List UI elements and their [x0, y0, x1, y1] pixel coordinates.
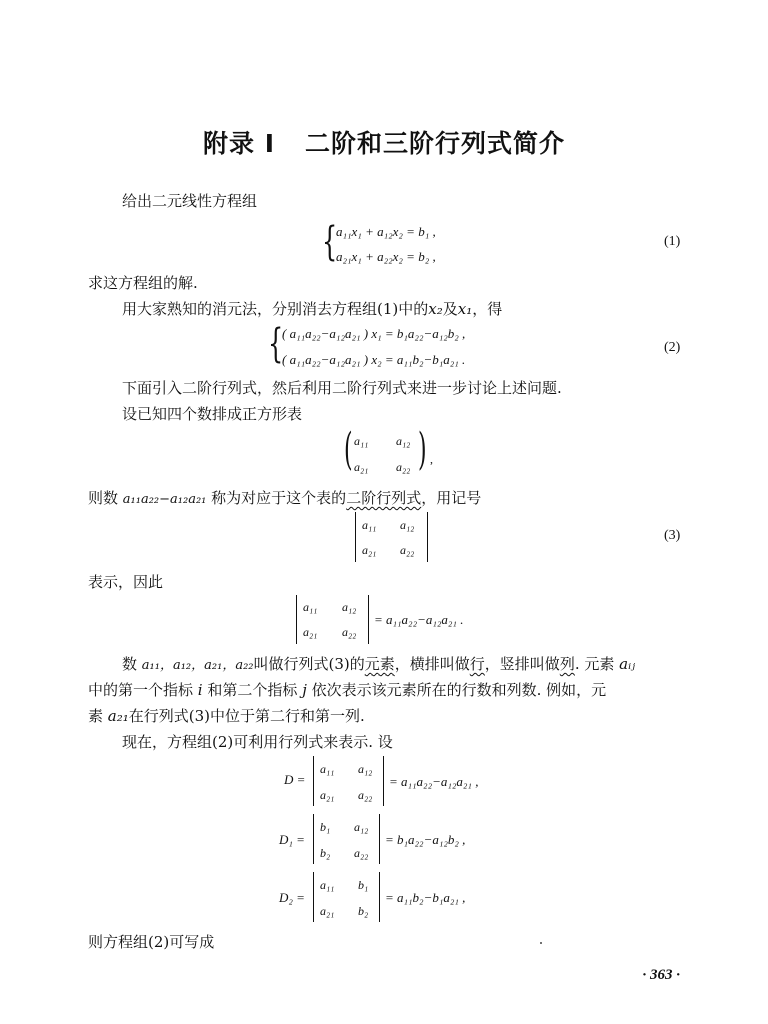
- paragraph-square-table: 设已知四个数排成正方形表: [122, 405, 303, 423]
- detD2-b1: b₁: [358, 878, 369, 892]
- det3-right-bar: [427, 512, 428, 562]
- detD2-a21: a₂₁: [320, 904, 335, 918]
- equation-number-2: (2): [664, 340, 681, 355]
- scan-speck: [540, 942, 542, 944]
- paragraph-notation: 表示，因此: [88, 573, 164, 591]
- system2-eq1: ( a₁₁a₂₂−a₁₂a₂₁ ) x₁ = b₁a₂₂−a₁₂b₂ ,: [282, 326, 466, 341]
- title-appendix-label: 附录 I: [202, 129, 275, 158]
- paragraph-elimination: 用大家熟知的消元法，分别消去方程组(1)中的x₂及x₁，得: [122, 300, 503, 318]
- detD-right-bar: [383, 756, 384, 806]
- det4-a11: a₁₁: [303, 600, 318, 614]
- matrix-right-paren: ): [418, 424, 427, 475]
- detD1-left-bar: [313, 814, 314, 864]
- paragraph-solve: 求这方程组的解.: [88, 274, 198, 292]
- detD-expansion: = a₁₁a₂₂−a₁₂a₂₁ ,: [389, 774, 479, 789]
- detD1-a12: a₁₂: [354, 820, 369, 834]
- paragraph-now: 现在，方程组(2)可利用行列式来表示. 设: [122, 733, 393, 751]
- detD-left-bar: [313, 756, 314, 806]
- system1-eq1: a₁₁x₁ + a₁₂x₂ = b₁ ,: [336, 224, 436, 239]
- paragraph-elements: 数 a₁₁，a₁₂，a₂₁，a₂₂叫做行列式(3)的元素，横排叫做行，竖排叫做列. 元素 aᵢⱼ: [122, 655, 636, 673]
- label-D1: D₁ =: [279, 832, 305, 847]
- term-second-order-determinant: 二阶行列式: [346, 489, 422, 507]
- det4-left-bar: [296, 595, 297, 644]
- paragraph-intro: 给出二元线性方程组: [122, 192, 258, 210]
- det4-a22: a₂₂: [342, 625, 357, 639]
- matrix-a22: a₂₂: [396, 460, 411, 474]
- matrix-a12: a₁₂: [396, 434, 411, 448]
- title-topic: 二阶和三阶行列式简介: [305, 129, 566, 158]
- detD2-b2: b₂: [358, 904, 369, 918]
- paragraph-example: 素 a₂₁在行列式(3)中位于第二行和第一列.: [88, 707, 365, 725]
- detD2-right-bar: [379, 872, 380, 922]
- detD-a11: a₁₁: [320, 762, 335, 776]
- system2-eq2: ( a₁₁a₂₂−a₁₂a₂₁ ) x₂ = a₁₁b₂−b₁a₂₁ .: [282, 352, 466, 367]
- detD1-expansion: = b₁a₂₂−a₁₂b₂ ,: [385, 832, 466, 847]
- paragraph-rewrite: 则方程组(2)可写成: [88, 933, 215, 951]
- paragraph-introduce-determinant: 下面引入二阶行列式，然后利用二阶行列式来进一步讨论上述问题.: [122, 379, 562, 397]
- label-D: D =: [284, 772, 306, 787]
- equation-number-3: (3): [664, 528, 681, 543]
- system2-brace: {: [268, 321, 284, 367]
- detD-a22: a₂₂: [358, 788, 373, 802]
- term-column: 列: [559, 655, 575, 673]
- det3-left-bar: [355, 512, 356, 562]
- system1-brace: {: [322, 219, 338, 265]
- det3-a11: a₁₁: [362, 518, 377, 532]
- detD1-right-bar: [379, 814, 380, 864]
- term-element: 元素: [364, 655, 395, 673]
- det4-right-bar: [368, 595, 369, 644]
- page-title: [0, 124, 768, 160]
- matrix-comma: ,: [430, 452, 433, 466]
- det3-a21: a₂₁: [362, 543, 377, 557]
- detD-a21: a₂₁: [320, 788, 335, 802]
- detD1-a22: a₂₂: [354, 846, 369, 860]
- detD2-a11: a₁₁: [320, 878, 335, 892]
- detD1-b1: b₁: [320, 820, 331, 834]
- det3-a22: a₂₂: [400, 543, 415, 557]
- paragraph-indices: 中的第一个指标 i 和第二个指标 j 依次表示该元素所在的行数和列数. 例如，元: [88, 681, 607, 699]
- equation-number-1: (1): [664, 234, 681, 249]
- detD-a12: a₁₂: [358, 762, 373, 776]
- detD1-b2: b₂: [320, 846, 331, 860]
- det3-a12: a₁₂: [400, 518, 415, 532]
- detD2-expansion: = a₁₁b₂−b₁a₂₁ ,: [385, 890, 466, 905]
- label-D2: D₂ =: [279, 890, 305, 905]
- det4-expansion: = a₁₁a₂₂−a₁₂a₂₁ .: [374, 612, 464, 627]
- paragraph-definition: 则数 a₁₁a₂₂−a₁₂a₂₁ 称为对应于这个表的二阶行列式，用记号: [88, 489, 482, 507]
- det4-a21: a₂₁: [303, 625, 318, 639]
- term-row: 行: [469, 655, 485, 673]
- detD2-left-bar: [313, 872, 314, 922]
- page-number: · 363 ·: [642, 967, 680, 983]
- det4-a12: a₁₂: [342, 600, 357, 614]
- matrix-left-paren: (: [344, 424, 353, 475]
- matrix-a21: a₂₁: [354, 460, 369, 474]
- system1-eq2: a₂₁x₁ + a₂₂x₂ = b₂ ,: [336, 249, 436, 264]
- matrix-a11: a₁₁: [354, 434, 369, 448]
